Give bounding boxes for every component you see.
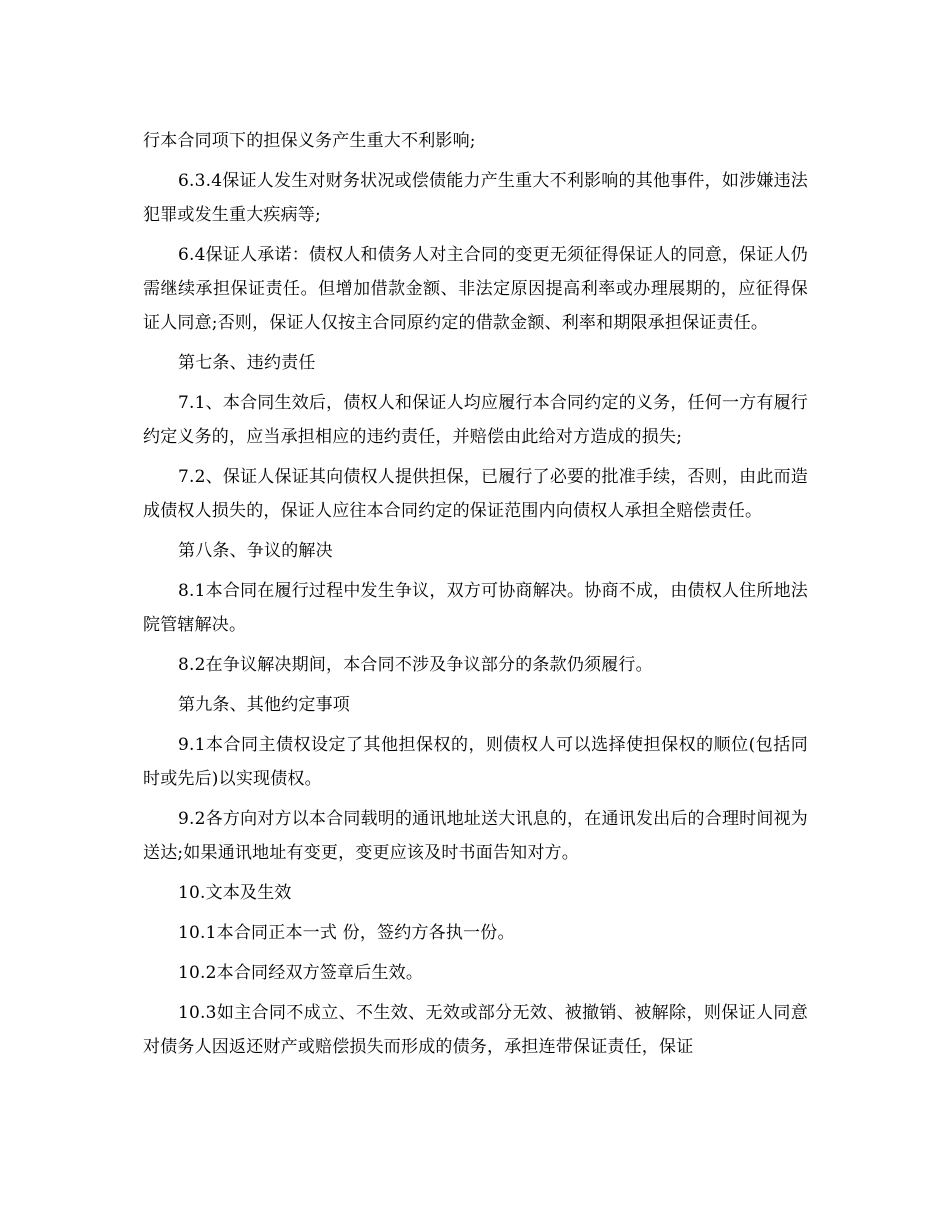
paragraph-10-1: 10.1本合同正本一式 份，签约方各执一份。	[178, 923, 515, 943]
paragraph-6-3-4: 6.3.4保证人发生对财务状况或偿债能力产生重大不利影响的其他事件，如涉嫌违法犯罪或发生重大疾病等;	[143, 171, 808, 225]
paragraph-6-4: 6.4保证人承诺：债权人和债务人对主合同的变更无须征得保证人的同意，保证人仍需继续承担保证责任。但增加借款金额、非法定原因提高利率或办理展期的，应征得保证人同意;否则，保证人仅按主合同原约定的借款金额、利率和期限承担保证责任。	[143, 245, 808, 333]
paragraph-8-1: 8.1本合同在履行过程中发生争议，双方可协商解决。协商不成，由债权人住所地法院管辖解决。	[143, 581, 808, 635]
paragraph-7-1: 7.1、本合同生效后，债权人和保证人均应履行本合同约定的义务，任何一方有履行约定义务的，应当承担相应的违约责任，并赔偿由此给对方造成的损失;	[143, 393, 808, 447]
paragraph-9-1: 9.1本合同主债权设定了其他担保权的，则债权人可以选择使担保权的顺位(包括同时或先后)以实现债权。	[143, 735, 808, 789]
paragraph-10-3: 10.3如主合同不成立、不生效、无效或部分无效、被撤销、被解除，则保证人同意对债务人因返还财产或赔偿损失而形成的债务，承担连带保证责任，保证	[143, 1003, 808, 1057]
document-body	[143, 124, 808, 1070]
section-heading-article-9: 第九条、其他约定事项	[178, 695, 350, 715]
paragraph-9-2: 9.2各方向对方以本合同载明的通讯地址送大讯息的，在通讯发出后的合理时间视为送达;如果通讯地址有变更，变更应该及时书面告知对方。	[143, 809, 808, 863]
paragraph-8-2: 8.2在争议解决期间，本合同不涉及争议部分的条款仍须履行。	[178, 655, 653, 675]
section-heading-article-8: 第八条、争议的解决	[178, 541, 333, 561]
paragraph-10-2: 10.2本合同经双方签章后生效。	[178, 963, 424, 983]
section-heading-article-10: 10.文本及生效	[178, 883, 292, 903]
paragraph-continuation: 行本合同项下的担保义务产生重大不利影响;	[143, 131, 476, 151]
section-heading-article-7: 第七条、违约责任	[178, 353, 316, 373]
paragraph-7-2: 7.2、保证人保证其向债权人提供担保，已履行了必要的批准手续，否则，由此而造成债权人损失的，保证人应往本合同约定的保证范围内向债权人承担全赔偿责任。	[143, 467, 808, 521]
